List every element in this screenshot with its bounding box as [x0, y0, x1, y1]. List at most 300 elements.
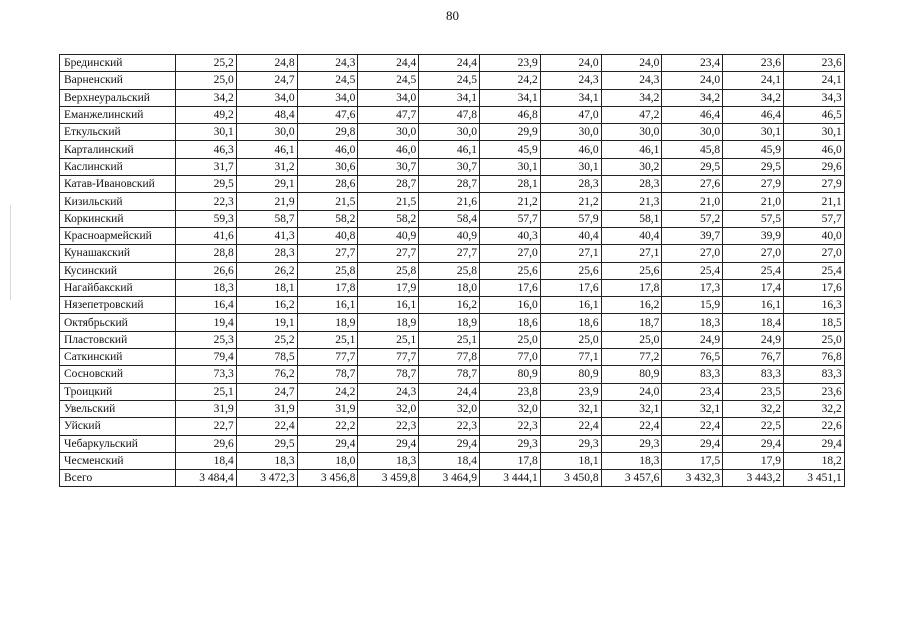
value-cell: 41,3 — [236, 227, 297, 244]
value-cell: 32,1 — [662, 400, 723, 417]
value-cell: 18,3 — [601, 452, 662, 469]
value-cell: 77,0 — [479, 349, 540, 366]
value-cell: 17,6 — [783, 279, 844, 296]
value-cell: 3 456,8 — [297, 470, 358, 487]
district-name-cell: Нязепетровский — [60, 297, 176, 314]
value-cell: 19,1 — [236, 314, 297, 331]
value-cell: 77,2 — [601, 349, 662, 366]
value-cell: 30,1 — [479, 158, 540, 175]
value-cell: 25,2 — [236, 331, 297, 348]
value-cell: 76,2 — [236, 366, 297, 383]
value-cell: 47,2 — [601, 106, 662, 123]
value-cell: 21,2 — [479, 193, 540, 210]
value-cell: 29,3 — [601, 435, 662, 452]
value-cell: 40,9 — [358, 227, 419, 244]
value-cell: 80,9 — [601, 366, 662, 383]
table-row — [60, 55, 845, 72]
value-cell: 18,5 — [783, 314, 844, 331]
value-cell: 22,3 — [176, 193, 237, 210]
table-row — [60, 106, 845, 123]
table-row — [60, 452, 845, 469]
value-cell: 30,0 — [601, 124, 662, 141]
value-cell: 24,9 — [662, 331, 723, 348]
value-cell: 15,9 — [662, 297, 723, 314]
value-cell: 29,4 — [358, 435, 419, 452]
value-cell: 58,1 — [601, 210, 662, 227]
value-cell: 76,8 — [783, 349, 844, 366]
value-cell: 22,3 — [419, 418, 480, 435]
value-cell: 30,7 — [358, 158, 419, 175]
value-cell: 3 450,8 — [540, 470, 601, 487]
value-cell: 30,1 — [723, 124, 784, 141]
value-cell: 23,6 — [783, 55, 844, 72]
value-cell: 47,8 — [419, 106, 480, 123]
value-cell: 16,4 — [176, 297, 237, 314]
district-name-cell: Всего — [60, 470, 176, 487]
value-cell: 29,3 — [479, 435, 540, 452]
value-cell: 24,5 — [297, 72, 358, 89]
value-cell: 47,6 — [297, 106, 358, 123]
value-cell: 24,0 — [540, 55, 601, 72]
value-cell: 17,5 — [662, 452, 723, 469]
value-cell: 22,3 — [358, 418, 419, 435]
table-row — [60, 245, 845, 262]
table-row — [60, 210, 845, 227]
value-cell: 16,2 — [419, 297, 480, 314]
district-name-cell: Еткульский — [60, 124, 176, 141]
value-cell: 29,3 — [540, 435, 601, 452]
district-name-cell: Карталинский — [60, 141, 176, 158]
value-cell: 30,0 — [662, 124, 723, 141]
district-name-cell: Кунашакский — [60, 245, 176, 262]
value-cell: 23,6 — [783, 383, 844, 400]
value-cell: 73,3 — [176, 366, 237, 383]
value-cell: 17,8 — [297, 279, 358, 296]
district-name-cell: Пластовский — [60, 331, 176, 348]
table-row — [60, 366, 845, 383]
value-cell: 17,6 — [479, 279, 540, 296]
value-cell: 18,6 — [479, 314, 540, 331]
value-cell: 24,3 — [601, 72, 662, 89]
value-cell: 30,1 — [783, 124, 844, 141]
table-row — [60, 72, 845, 89]
table-row — [60, 349, 845, 366]
value-cell: 29,6 — [176, 435, 237, 452]
value-cell: 18,4 — [419, 452, 480, 469]
value-cell: 23,4 — [662, 55, 723, 72]
value-cell: 18,4 — [723, 314, 784, 331]
value-cell: 29,9 — [479, 124, 540, 141]
district-name-cell: Брединский — [60, 55, 176, 72]
value-cell: 25,8 — [358, 262, 419, 279]
value-cell: 58,2 — [358, 210, 419, 227]
value-cell: 25,3 — [176, 331, 237, 348]
value-cell: 31,9 — [236, 400, 297, 417]
value-cell: 78,7 — [419, 366, 480, 383]
value-cell: 28,3 — [236, 245, 297, 262]
value-cell: 34,1 — [479, 89, 540, 106]
value-cell: 76,5 — [662, 349, 723, 366]
district-name-cell: Сосновский — [60, 366, 176, 383]
value-cell: 31,7 — [176, 158, 237, 175]
value-cell: 29,4 — [297, 435, 358, 452]
value-cell: 46,0 — [783, 141, 844, 158]
value-cell: 3 432,3 — [662, 470, 723, 487]
value-cell: 28,6 — [297, 176, 358, 193]
value-cell: 3 457,6 — [601, 470, 662, 487]
value-cell: 58,4 — [419, 210, 480, 227]
value-cell: 29,4 — [419, 435, 480, 452]
value-cell: 29,6 — [783, 158, 844, 175]
value-cell: 30,0 — [419, 124, 480, 141]
value-cell: 24,3 — [358, 383, 419, 400]
value-cell: 32,0 — [358, 400, 419, 417]
value-cell: 34,2 — [601, 89, 662, 106]
district-name-cell: Октябрьский — [60, 314, 176, 331]
value-cell: 21,6 — [419, 193, 480, 210]
district-name-cell: Еманжелинский — [60, 106, 176, 123]
value-cell: 40,3 — [479, 227, 540, 244]
value-cell: 28,7 — [419, 176, 480, 193]
value-cell: 18,0 — [419, 279, 480, 296]
value-cell: 24,5 — [419, 72, 480, 89]
value-cell: 30,0 — [540, 124, 601, 141]
value-cell: 80,9 — [479, 366, 540, 383]
district-name-cell: Увельский — [60, 400, 176, 417]
value-cell: 32,1 — [601, 400, 662, 417]
value-cell: 59,3 — [176, 210, 237, 227]
value-cell: 29,5 — [236, 435, 297, 452]
value-cell: 18,0 — [297, 452, 358, 469]
district-name-cell: Чесменский — [60, 452, 176, 469]
value-cell: 27,1 — [540, 245, 601, 262]
value-cell: 83,3 — [723, 366, 784, 383]
district-name-cell: Коркинский — [60, 210, 176, 227]
value-cell: 46,4 — [662, 106, 723, 123]
value-cell: 46,1 — [236, 141, 297, 158]
value-cell: 25,0 — [783, 331, 844, 348]
value-cell: 16,2 — [601, 297, 662, 314]
value-cell: 16,2 — [236, 297, 297, 314]
value-cell: 31,2 — [236, 158, 297, 175]
value-cell: 18,1 — [540, 452, 601, 469]
value-cell: 32,2 — [783, 400, 844, 417]
value-cell: 26,6 — [176, 262, 237, 279]
value-cell: 22,7 — [176, 418, 237, 435]
value-cell: 24,3 — [540, 72, 601, 89]
value-cell: 58,7 — [236, 210, 297, 227]
table-row — [60, 193, 845, 210]
value-cell: 18,6 — [540, 314, 601, 331]
value-cell: 21,9 — [236, 193, 297, 210]
value-cell: 22,4 — [236, 418, 297, 435]
value-cell: 78,7 — [358, 366, 419, 383]
value-cell: 22,5 — [723, 418, 784, 435]
table-row — [60, 400, 845, 417]
value-cell: 21,5 — [358, 193, 419, 210]
value-cell: 78,7 — [297, 366, 358, 383]
value-cell: 29,4 — [783, 435, 844, 452]
page-number: 80 — [446, 8, 459, 23]
table-row — [60, 176, 845, 193]
value-cell: 17,8 — [479, 452, 540, 469]
value-cell: 39,9 — [723, 227, 784, 244]
value-cell: 23,6 — [723, 55, 784, 72]
value-cell: 28,3 — [601, 176, 662, 193]
value-cell: 17,9 — [723, 452, 784, 469]
value-cell: 30,2 — [601, 158, 662, 175]
value-cell: 24,5 — [358, 72, 419, 89]
value-cell: 3 472,3 — [236, 470, 297, 487]
value-cell: 28,8 — [176, 245, 237, 262]
value-cell: 23,8 — [479, 383, 540, 400]
value-cell: 46,1 — [601, 141, 662, 158]
value-cell: 22,2 — [297, 418, 358, 435]
value-cell: 3 459,8 — [358, 470, 419, 487]
value-cell: 47,0 — [540, 106, 601, 123]
value-cell: 29,5 — [662, 158, 723, 175]
value-cell: 25,0 — [176, 72, 237, 89]
value-cell: 57,2 — [662, 210, 723, 227]
value-cell: 16,0 — [479, 297, 540, 314]
district-name-cell: Каслинский — [60, 158, 176, 175]
value-cell: 29,4 — [723, 435, 784, 452]
value-cell: 25,1 — [176, 383, 237, 400]
value-cell: 27,1 — [601, 245, 662, 262]
value-cell: 24,4 — [419, 383, 480, 400]
value-cell: 17,3 — [662, 279, 723, 296]
value-cell: 23,5 — [723, 383, 784, 400]
value-cell: 46,0 — [540, 141, 601, 158]
district-name-cell: Кизильский — [60, 193, 176, 210]
value-cell: 25,8 — [297, 262, 358, 279]
district-name-cell: Чебаркульский — [60, 435, 176, 452]
value-cell: 18,1 — [236, 279, 297, 296]
value-cell: 77,7 — [297, 349, 358, 366]
value-cell: 24,8 — [236, 55, 297, 72]
value-cell: 21,3 — [601, 193, 662, 210]
value-cell: 17,8 — [601, 279, 662, 296]
table-row — [60, 297, 845, 314]
value-cell: 22,4 — [540, 418, 601, 435]
value-cell: 27,0 — [662, 245, 723, 262]
value-cell: 40,4 — [601, 227, 662, 244]
table-row — [60, 279, 845, 296]
value-cell: 18,3 — [358, 452, 419, 469]
value-cell: 18,7 — [601, 314, 662, 331]
value-cell: 47,7 — [358, 106, 419, 123]
value-cell: 27,6 — [662, 176, 723, 193]
scan-margin-line — [10, 205, 11, 300]
value-cell: 27,0 — [783, 245, 844, 262]
value-cell: 18,3 — [176, 279, 237, 296]
value-cell: 46,5 — [783, 106, 844, 123]
value-cell: 27,9 — [723, 176, 784, 193]
value-cell: 28,7 — [358, 176, 419, 193]
value-cell: 32,1 — [540, 400, 601, 417]
table-row — [60, 89, 845, 106]
value-cell: 24,7 — [236, 72, 297, 89]
value-cell: 18,9 — [419, 314, 480, 331]
table-row — [60, 141, 845, 158]
value-cell: 29,1 — [236, 176, 297, 193]
value-cell: 24,0 — [601, 383, 662, 400]
value-cell: 28,1 — [479, 176, 540, 193]
value-cell: 29,8 — [297, 124, 358, 141]
value-cell: 18,9 — [297, 314, 358, 331]
value-cell: 25,1 — [358, 331, 419, 348]
value-cell: 34,3 — [783, 89, 844, 106]
value-cell: 26,2 — [236, 262, 297, 279]
value-cell: 40,4 — [540, 227, 601, 244]
value-cell: 27,7 — [358, 245, 419, 262]
district-name-cell: Красноармейский — [60, 227, 176, 244]
value-cell: 24,3 — [297, 55, 358, 72]
value-cell: 29,4 — [662, 435, 723, 452]
value-cell: 22,6 — [783, 418, 844, 435]
table-row — [60, 262, 845, 279]
value-cell: 3 451,1 — [783, 470, 844, 487]
value-cell: 25,6 — [601, 262, 662, 279]
value-cell: 19,4 — [176, 314, 237, 331]
district-name-cell: Уйский — [60, 418, 176, 435]
value-cell: 18,9 — [358, 314, 419, 331]
value-cell: 25,1 — [419, 331, 480, 348]
value-cell: 24,4 — [358, 55, 419, 72]
value-cell: 34,2 — [176, 89, 237, 106]
value-cell: 34,2 — [723, 89, 784, 106]
value-cell: 77,1 — [540, 349, 601, 366]
value-cell: 27,7 — [297, 245, 358, 262]
value-cell: 34,0 — [236, 89, 297, 106]
value-cell: 27,0 — [723, 245, 784, 262]
district-name-cell: Нагайбакский — [60, 279, 176, 296]
value-cell: 17,6 — [540, 279, 601, 296]
district-name-cell: Варненский — [60, 72, 176, 89]
value-cell: 21,0 — [662, 193, 723, 210]
value-cell: 57,9 — [540, 210, 601, 227]
value-cell: 17,4 — [723, 279, 784, 296]
value-cell: 32,2 — [723, 400, 784, 417]
district-name-cell: Верхнеуральский — [60, 89, 176, 106]
value-cell: 25,6 — [540, 262, 601, 279]
value-cell: 24,0 — [601, 55, 662, 72]
value-cell: 18,4 — [176, 452, 237, 469]
district-name-cell: Троицкий — [60, 383, 176, 400]
value-cell: 16,3 — [783, 297, 844, 314]
value-cell: 46,8 — [479, 106, 540, 123]
value-cell: 25,4 — [723, 262, 784, 279]
value-cell: 31,9 — [297, 400, 358, 417]
table-row — [60, 227, 845, 244]
value-cell: 21,5 — [297, 193, 358, 210]
value-cell: 3 444,1 — [479, 470, 540, 487]
value-cell: 30,0 — [236, 124, 297, 141]
value-cell: 24,1 — [723, 72, 784, 89]
value-cell: 21,0 — [723, 193, 784, 210]
data-table — [59, 54, 845, 487]
district-name-cell: Катав-Ивановский — [60, 176, 176, 193]
value-cell: 3 464,9 — [419, 470, 480, 487]
value-cell: 27,7 — [419, 245, 480, 262]
value-cell: 76,7 — [723, 349, 784, 366]
value-cell: 17,9 — [358, 279, 419, 296]
value-cell: 16,1 — [297, 297, 358, 314]
table-row — [60, 124, 845, 141]
value-cell: 16,1 — [540, 297, 601, 314]
value-cell: 25,6 — [479, 262, 540, 279]
value-cell: 24,4 — [419, 55, 480, 72]
value-cell: 40,0 — [783, 227, 844, 244]
value-cell: 46,3 — [176, 141, 237, 158]
table-body — [60, 55, 845, 487]
value-cell: 18,3 — [662, 314, 723, 331]
value-cell: 30,6 — [297, 158, 358, 175]
value-cell: 34,1 — [540, 89, 601, 106]
table-row — [60, 383, 845, 400]
value-cell: 79,4 — [176, 349, 237, 366]
value-cell: 3 484,4 — [176, 470, 237, 487]
value-cell: 24,1 — [783, 72, 844, 89]
value-cell: 23,9 — [479, 55, 540, 72]
value-cell: 22,4 — [662, 418, 723, 435]
value-cell: 22,4 — [601, 418, 662, 435]
value-cell: 22,3 — [479, 418, 540, 435]
district-name-cell: Саткинский — [60, 349, 176, 366]
table-row — [60, 314, 845, 331]
value-cell: 25,8 — [419, 262, 480, 279]
value-cell: 57,7 — [479, 210, 540, 227]
value-cell: 80,9 — [540, 366, 601, 383]
value-cell: 45,9 — [479, 141, 540, 158]
value-cell: 78,5 — [236, 349, 297, 366]
value-cell: 25,1 — [297, 331, 358, 348]
value-cell: 32,0 — [419, 400, 480, 417]
value-cell: 41,6 — [176, 227, 237, 244]
value-cell: 30,1 — [540, 158, 601, 175]
value-cell: 16,1 — [358, 297, 419, 314]
value-cell: 25,2 — [176, 55, 237, 72]
value-cell: 29,5 — [723, 158, 784, 175]
value-cell: 39,7 — [662, 227, 723, 244]
value-cell: 34,0 — [358, 89, 419, 106]
value-cell: 45,8 — [662, 141, 723, 158]
value-cell: 46,1 — [419, 141, 480, 158]
value-cell: 24,2 — [297, 383, 358, 400]
value-cell: 21,2 — [540, 193, 601, 210]
value-cell: 31,9 — [176, 400, 237, 417]
value-cell: 30,0 — [358, 124, 419, 141]
value-cell: 24,0 — [662, 72, 723, 89]
value-cell: 57,7 — [783, 210, 844, 227]
value-cell: 28,3 — [540, 176, 601, 193]
value-cell: 25,0 — [540, 331, 601, 348]
value-cell: 46,0 — [297, 141, 358, 158]
value-cell: 27,9 — [783, 176, 844, 193]
value-cell: 3 443,2 — [723, 470, 784, 487]
value-cell: 24,9 — [723, 331, 784, 348]
table-row — [60, 435, 845, 452]
value-cell: 25,0 — [601, 331, 662, 348]
value-cell: 24,7 — [236, 383, 297, 400]
value-cell: 18,3 — [236, 452, 297, 469]
value-cell: 29,5 — [176, 176, 237, 193]
value-cell: 25,4 — [662, 262, 723, 279]
value-cell: 16,1 — [723, 297, 784, 314]
value-cell: 30,7 — [419, 158, 480, 175]
value-cell: 49,2 — [176, 106, 237, 123]
value-cell: 48,4 — [236, 106, 297, 123]
